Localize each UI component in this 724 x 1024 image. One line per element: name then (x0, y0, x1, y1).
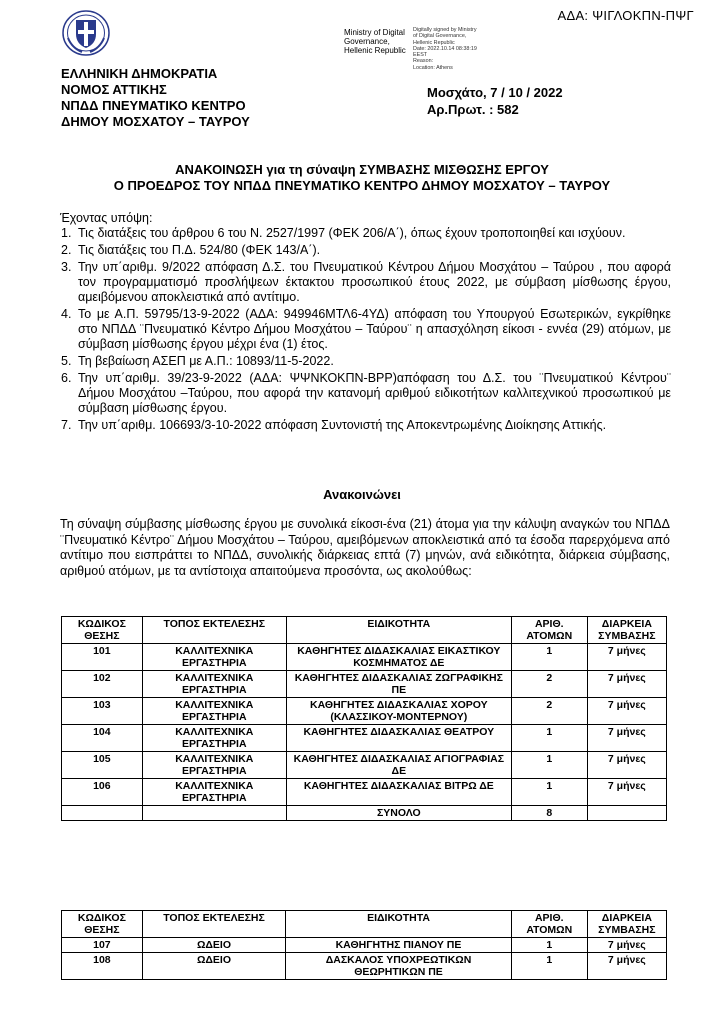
col-place-header: ΤΟΠΟΣ ΕΚΤΕΛΕΣΗΣ (142, 617, 286, 644)
cell-code: 107 (62, 938, 143, 953)
total-value: 8 (511, 806, 587, 821)
cell-specialty: ΚΑΘΗΓΗΤΕΣ ΔΙΔΑΣΚΑΛΙΑΣ ΖΩΓΡΑΦΙΚΗΣ ΠΕ (286, 671, 511, 698)
cell-code: 105 (62, 752, 143, 779)
total-label: ΣΥΝΟΛΟ (286, 806, 511, 821)
cell-count: 2 (511, 671, 587, 698)
table-row (62, 671, 667, 698)
cell-empty (62, 806, 143, 821)
date-protocol-block (427, 84, 563, 118)
announce-heading: Ανακοινώνει (323, 487, 401, 502)
table-header-row (62, 911, 667, 938)
col-count-header: ΑΡΙΘ. ΑΤΟΜΩΝ (511, 911, 587, 938)
item-text: Το με Α.Π. 59795/13-9-2022 (ΑΔΑ: 949946ΜΤΛ6-4ΥΔ) απόφαση του Υπουργού Εσωτερικών, εγκρίθηκε στο ΝΠΔΔ ¨Πνευματικό Κέντρο Δήμου Μοσχάτου – Ταύρου¨ η απασχόληση είκοσι - εννέα (29) ατόμων, με σύμβαση μίσθωσης έργου μέχρι ένα (1) έτος. (78, 307, 671, 351)
cell-duration: 7 μήνες (587, 698, 666, 725)
signature-line: of Digital Governance, (413, 33, 467, 40)
cell-code: 102 (62, 671, 143, 698)
item-number: 6. (61, 371, 72, 385)
cell-duration: 7 μήνες (587, 644, 666, 671)
table-total-row (62, 806, 667, 821)
cell-duration: 7 μήνες (587, 953, 666, 980)
cell-place: ΚΑΛΛΙΤΕΧΝΙΚΑ ΕΡΓΑΣΤΗΡΙΑ (142, 725, 286, 752)
ministry-line: Governance, (344, 37, 390, 46)
item-number: 7. (61, 418, 72, 432)
signature-line: EEST (413, 52, 428, 59)
cell-place: ΩΔΕΙΟ (142, 953, 285, 980)
cell-code: 104 (62, 725, 143, 752)
cell-empty (142, 806, 286, 821)
cell-place: ΩΔΕΙΟ (142, 938, 285, 953)
issuer-block (61, 66, 250, 130)
col-code-header: ΚΩΔΙΚΟΣ ΘΕΣΗΣ (62, 617, 143, 644)
signature-line: Date: 2022.10.14 08:38:19 (413, 45, 477, 52)
cell-count: 2 (511, 698, 587, 725)
issuer-line: ΕΛΛΗΝΙΚΗ ΔΗΜΟΚΡΑΤΙΑ (61, 66, 218, 81)
list-item (61, 418, 671, 433)
cell-place: ΚΑΛΛΙΤΕΧΝΙΚΑ ΕΡΓΑΣΤΗΡΙΑ (142, 752, 286, 779)
table-row (62, 938, 667, 953)
announce-paragraph: Τη σύναψη σύμβασης μίσθωσης έργου με συνολικά είκοσι-ένα (21) άτομα για την κάλυψη αναγκών του ΝΠΔΔ ¨Πνευματικό Κέντρο¨ Δήμου Μοσχάτου – Ταύρου, αμειβόμενων αποκλειστικά από τα έσοδα παρερχόμενα από αντίτιμο που εισπράττει το ΝΠΔΔ, συνολικής διάρκειας επτά (7) μηνών, ανά ειδικότητα, διάρκεια σύμβασης, αριθμού ατόμων, με τα αντίστοιχα απαιτούμενα προσόντα, ως ακολούθως: (60, 517, 670, 578)
item-number: 1. (61, 226, 72, 240)
list-item (61, 260, 671, 305)
ada-code: ΑΔΑ: ΨΙΓΛΟΚΠΝ-ΠΨΓ (557, 8, 694, 23)
cell-code: 106 (62, 779, 143, 806)
cell-place: ΚΑΛΛΙΤΕΧΝΙΚΑ ΕΡΓΑΣΤΗΡΙΑ (142, 698, 286, 725)
table-row (62, 644, 667, 671)
col-code-header: ΚΩΔΙΚΟΣ ΘΕΣΗΣ (62, 911, 143, 938)
cell-duration: 7 μήνες (587, 752, 666, 779)
digital-signature-ministry (344, 28, 409, 55)
cell-specialty: ΚΑΘΗΓΗΤΕΣ ΔΙΔΑΣΚΑΛΙΑΣ ΒΙΤΡΩ ΔΕ (286, 779, 511, 806)
issuer-line: ΝΠΔΔ ΠΝΕΥΜΑΤΙΚΟ ΚΕΝΤΡΟ (61, 98, 246, 113)
cell-count: 1 (511, 953, 587, 980)
considering-label: Έχοντας υπόψη: (60, 211, 153, 225)
table-row (62, 752, 667, 779)
signature-line: Hellenic Republic (413, 39, 455, 46)
document-date: Μοσχάτο, 7 / 10 / 2022 (427, 85, 563, 100)
item-text: Την υπ΄αριθμ. 39/23-9-2022 (ΑΔΑ: ΨΨΝΚΟΚΠΝ-ΒΡΡ)απόφαση του Δ.Σ. του ¨Πνευματικού Κέντρου¨ Δήμου Μοσχάτου –Ταύρου, που αφορά την κατανομή αριθμού ειδικοτήτων καλλιτεχνικού προσωπικού με σύμβαση μίσθωσης έργου. (78, 371, 671, 415)
table-row (62, 725, 667, 752)
item-number: 5. (61, 354, 72, 368)
list-item (61, 226, 671, 241)
signature-line: Reason: (413, 58, 434, 65)
list-item (61, 307, 671, 352)
cell-code: 108 (62, 953, 143, 980)
cell-empty (587, 806, 666, 821)
document-title (0, 162, 724, 194)
item-text: Την υπ΄αριθμ. 106693/3-10-2022 απόφαση Συντονιστή της Αποκεντρωμένης Διοίκησης Αττικής. (78, 418, 607, 432)
item-text: Την υπ΄αριθμ. 9/2022 απόφαση Δ.Σ. του Πνευματικού Κέντρου Δήμου Μοσχάτου – Ταύρου , που αφορά τον προγραμματισμό προσλήψεων έκτακτου προσωπικού έτους 2022, με σύμβαση μίσθωσης έργου, αμειβόμενου αποκλειστικά από αντίτιμο. (78, 260, 671, 304)
col-specialty-header: ΕΙΔΙΚΟΤΗΤΑ (286, 617, 511, 644)
cell-place: ΚΑΛΛΙΤΕΧΝΙΚΑ ΕΡΓΑΣΤΗΡΙΑ (142, 779, 286, 806)
item-text: Τις διατάξεις του Π.Δ. 524/80 (ΦΕΚ 143/Α΄). (78, 243, 321, 257)
cell-duration: 7 μήνες (587, 938, 666, 953)
positions-table-2 (61, 910, 667, 980)
digital-signature-details (413, 27, 513, 71)
cell-duration: 7 μήνες (587, 725, 666, 752)
protocol-number: Αρ.Πρωτ. : 582 (427, 102, 519, 117)
table-row (62, 953, 667, 980)
ministry-line: Hellenic Republic (344, 46, 406, 55)
signature-line: Location: Athens (413, 64, 453, 71)
col-duration-header: ΔΙΑΡΚΕΙΑ ΣΥΜΒΑΣΗΣ (587, 911, 666, 938)
cell-count: 1 (511, 938, 587, 953)
cell-specialty: ΚΑΘΗΓΗΤΕΣ ΔΙΔΑΣΚΑΛΙΑΣ ΧΟΡΟΥ (ΚΛΑΣΣΙΚΟΥ-ΜΟΝΤΕΡΝΟΥ) (286, 698, 511, 725)
cell-duration: 7 μήνες (587, 671, 666, 698)
col-count-header: ΑΡΙΘ. ΑΤΟΜΩΝ (511, 617, 587, 644)
cell-specialty: ΚΑΘΗΓΗΤΕΣ ΔΙΔΑΣΚΑΛΙΑΣ ΕΙΚΑΣΤΙΚΟΥ ΚΟΣΜΗΜΑΤΟΣ ΔΕ (286, 644, 511, 671)
title-line-1: ΑΝΑΚΟΙΝΩΣΗ για τη σύναψη ΣΥΜΒΑΣΗΣ ΜΙΣΘΩΣΗΣ ΕΡΓΟΥ (175, 162, 549, 177)
cell-place: ΚΑΛΛΙΤΕΧΝΙΚΑ ΕΡΓΑΣΤΗΡΙΑ (142, 644, 286, 671)
item-text: Τη βεβαίωση ΑΣΕΠ με Α.Π.: 10893/11-5-2022. (78, 354, 334, 368)
col-duration-header: ΔΙΑΡΚΕΙΑ ΣΥΜΒΑΣΗΣ (587, 617, 666, 644)
cell-code: 103 (62, 698, 143, 725)
col-place-header: ΤΟΠΟΣ ΕΚΤΕΛΕΣΗΣ (142, 911, 285, 938)
item-text: Τις διατάξεις του άρθρου 6 του Ν. 2527/1997 (ΦΕΚ 206/Α΄), όπως έχουν τροποποιηθεί και ισχύουν. (78, 226, 626, 240)
issuer-line: ΝΟΜΟΣ ΑΤΤΙΚΗΣ (61, 82, 167, 97)
list-item (61, 354, 671, 369)
cell-specialty: ΚΑΘΗΓΗΤΕΣ ΔΙΔΑΣΚΑΛΙΑΣ ΑΓΙΟΓΡΑΦΙΑΣ ΔΕ (286, 752, 511, 779)
cell-count: 1 (511, 779, 587, 806)
cell-count: 1 (511, 725, 587, 752)
item-number: 4. (61, 307, 72, 321)
cell-specialty: ΔΑΣΚΑΛΟΣ ΥΠΟΧΡΕΩΤΙΚΩΝ ΘΕΩΡΗΤΙΚΩΝ ΠΕ (286, 953, 512, 980)
cell-count: 1 (511, 644, 587, 671)
table-row (62, 779, 667, 806)
cell-duration: 7 μήνες (587, 779, 666, 806)
considerations-list (61, 226, 671, 435)
signature-line: Digitally signed by Ministry (413, 27, 477, 33)
positions-table-1 (61, 616, 667, 821)
cell-specialty: ΚΑΘΗΓΗΤΕΣ ΔΙΔΑΣΚΑΛΙΑΣ ΘΕΑΤΡΟΥ (286, 725, 511, 752)
col-specialty-header: ΕΙΔΙΚΟΤΗΤΑ (286, 911, 512, 938)
table-row (62, 698, 667, 725)
cell-place: ΚΑΛΛΙΤΕΧΝΙΚΑ ΕΡΓΑΣΤΗΡΙΑ (142, 671, 286, 698)
list-item (61, 371, 671, 416)
title-line-2: Ο ΠΡΟΕΔΡΟΣ ΤΟΥ ΝΠΔΔ ΠΝΕΥΜΑΤΙΚΟ ΚΕΝΤΡΟ ΔΗΜΟΥ ΜΟΣΧΑΤΟΥ – ΤΑΥΡΟΥ (113, 178, 611, 193)
table-header-row (62, 617, 667, 644)
item-number: 2. (61, 243, 72, 257)
cell-count: 1 (511, 752, 587, 779)
cell-code: 101 (62, 644, 143, 671)
cell-specialty: ΚΑΘΗΓΗΤΗΣ ΠΙΑΝΟΥ ΠΕ (286, 938, 512, 953)
ministry-line: Ministry of Digital (344, 28, 405, 37)
list-item (61, 243, 671, 258)
greek-emblem-icon (62, 8, 110, 56)
item-number: 3. (61, 260, 72, 274)
issuer-line: ΔΗΜΟΥ ΜΟΣΧΑΤΟΥ – ΤΑΥΡΟΥ (61, 114, 250, 129)
